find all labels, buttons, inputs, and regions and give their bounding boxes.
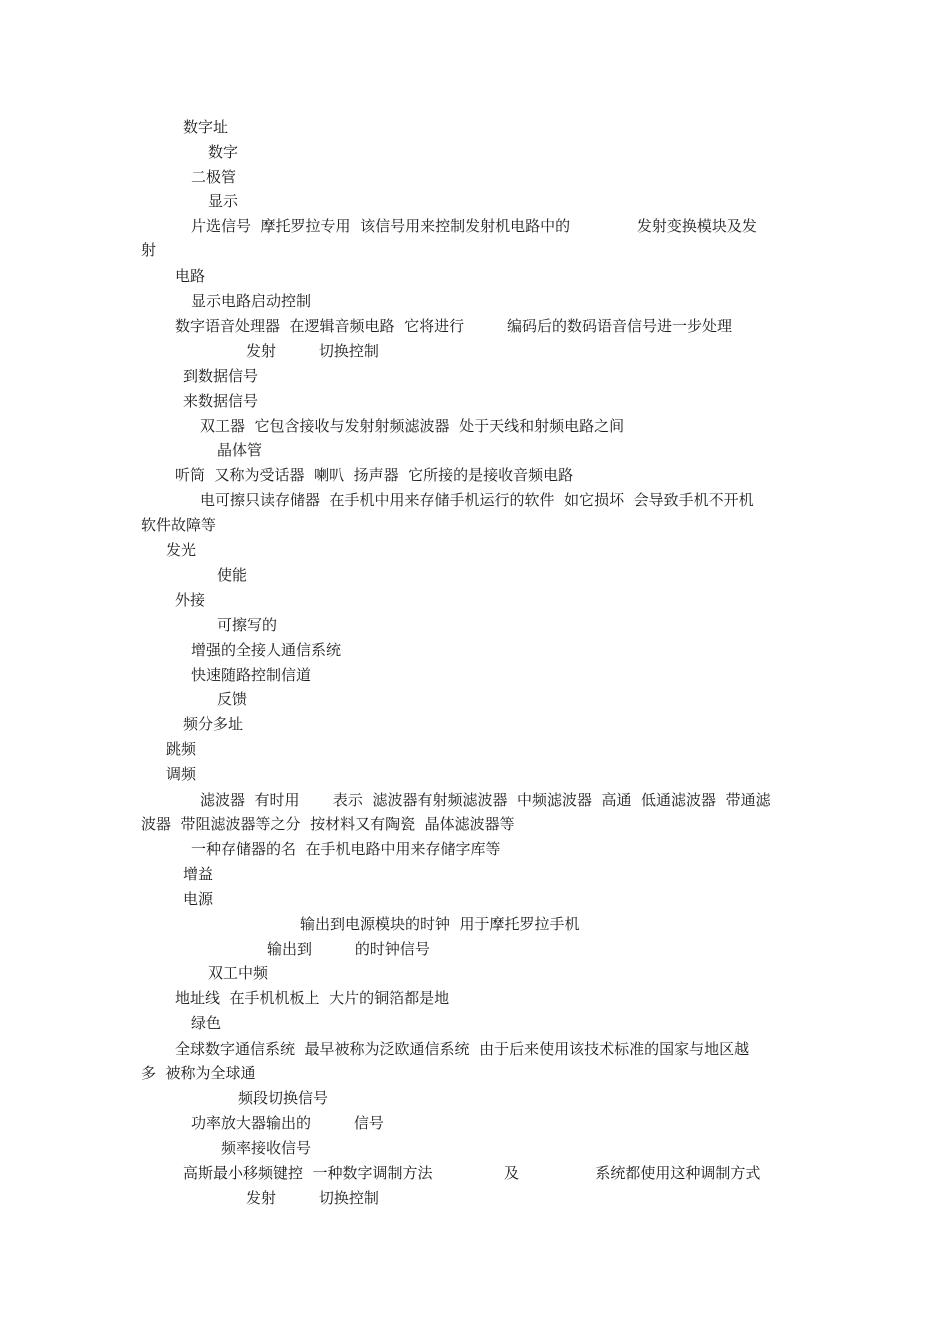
text-line: 外接 — [175, 591, 206, 609]
text-line: 全球数字通信系统 最早被称为泛欧通信系统 由于后来使用该技术标准的国家与地区越 — [175, 1040, 750, 1058]
text-line: 使能 — [217, 566, 248, 584]
text-line: 双工中频 — [208, 964, 269, 982]
text-line: 二极管 — [191, 168, 237, 186]
text-line: 增益 — [183, 865, 214, 883]
text-line: 频分多址 — [183, 715, 244, 733]
text-line: 显示 — [208, 192, 239, 210]
text-line: 片选信号 摩托罗拉专用 该信号用来控制发射机电路中的 发射变换模块及发 — [191, 217, 757, 235]
text-line: 高斯最小移频键控 一种数字调制方法 及 系统都使用这种调制方式 — [183, 1164, 761, 1182]
text-line: 显示电路启动控制 — [191, 292, 312, 310]
text-line: 增强的全接人通信系统 — [191, 641, 342, 659]
text-line: 数字语音处理器 在逻辑音频电路 它将进行 编码后的数码语音信号进一步处理 — [175, 317, 732, 335]
text-line: 电源 — [183, 890, 214, 908]
text-line: 晶体管 — [217, 441, 263, 459]
text-line: 绿色 — [191, 1014, 222, 1032]
text-line: 一种存储器的名 在手机电路中用来存储字库等 — [191, 840, 501, 858]
text-line: 输出到 的时钟信号 — [267, 940, 430, 958]
text-line: 波器 带阻滤波器等之分 按材料又有陶瓷 晶体滤波器等 — [141, 815, 515, 833]
text-line: 发光 — [166, 541, 197, 559]
text-line: 反馈 — [217, 690, 248, 708]
text-line: 地址线 在手机机板上 大片的铜箔都是地 — [175, 989, 450, 1007]
text-line: 电路 — [175, 267, 206, 285]
text-line: 频率接收信号 — [221, 1139, 312, 1157]
text-line: 发射 切换控制 — [246, 342, 379, 360]
text-line: 功率放大器输出的 信号 — [191, 1114, 384, 1132]
text-line: 软件故障等 — [141, 516, 217, 534]
text-line: 输出到电源模块的时钟 用于摩托罗拉手机 — [300, 915, 580, 933]
text-line: 数字址 — [183, 118, 229, 136]
text-line: 快速随路控制信道 — [191, 666, 312, 684]
text-line: 电可擦只读存储器 在手机中用来存储手机运行的软件 如它损坏 会导致手机不开机 — [200, 491, 754, 509]
text-line: 滤波器 有时用 表示 滤波器有射频滤波器 中频滤波器 高通 低通滤波器 带通滤 — [200, 791, 771, 809]
text-line: 听筒 又称为受话器 喇叭 扬声器 它所接的是接收音频电路 — [175, 466, 574, 484]
text-line: 调频 — [166, 765, 197, 783]
text-line: 跳频 — [166, 740, 197, 758]
text-line: 可擦写的 — [217, 616, 278, 634]
text-line: 到数据信号 — [183, 367, 259, 385]
text-line: 数字 — [208, 143, 239, 161]
text-line: 频段切换信号 — [238, 1089, 329, 1107]
text-line: 发射 切换控制 — [246, 1189, 379, 1207]
text-line: 来数据信号 — [183, 392, 259, 410]
text-line: 射 — [141, 241, 157, 259]
text-line: 双工器 它包含接收与发射射频滤波器 处于天线和射频电路之间 — [200, 417, 625, 435]
text-line: 多 被称为全球通 — [141, 1064, 256, 1082]
